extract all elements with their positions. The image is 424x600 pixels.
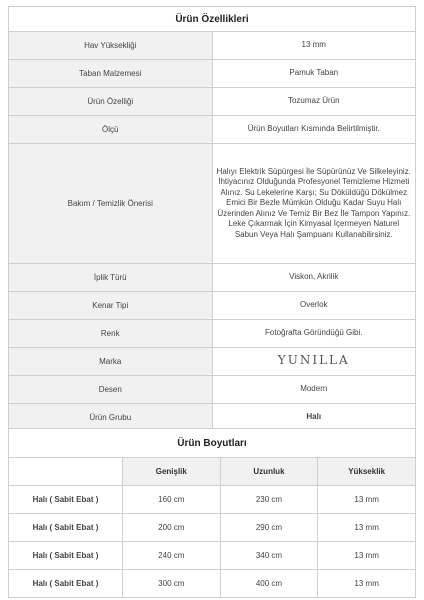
sizes-header-blank — [9, 458, 123, 486]
size-length: 400 cm — [220, 570, 318, 598]
size-row — [9, 486, 416, 514]
size-height: 13 mm — [318, 542, 416, 570]
spec-value: Halıyı Elektrik Süpürgesi İle Süpürünüz Ve Silkeleyiniz. İhtiyacınız Olduğunda Profesyonel Temizleme Hizmeti Alınız. Su Lekelerine Karşı; Su Döküldüğü Dökülmez Emici Bir Bezle Mümkün Olduğu Kadar Suyu Halı Üzerinden Alınız Ve Temiz Bir Bez İle Tampon Yapınız. Leke Çıkarmak İçin Kimyasal İçermeyen Naturel Sabun Veya Halı Şampuanı Kullanabilirsiniz. — [212, 144, 416, 264]
size-row-label: Halı ( Sabit Ebat ) — [9, 514, 123, 542]
product-specs-table — [8, 6, 416, 432]
spec-value: Ürün Boyutları Kısmında Belirtilmiştir. — [212, 116, 416, 144]
size-length: 340 cm — [220, 542, 318, 570]
size-row — [9, 542, 416, 570]
spec-row-edge-type — [9, 292, 416, 320]
size-row-label: Halı ( Sabit Ebat ) — [9, 570, 123, 598]
spec-label: İplik Türü — [9, 264, 213, 292]
specs-title: Ürün Özellikleri — [9, 7, 416, 32]
spec-value: Fotoğrafta Göründüğü Gibi. — [212, 320, 416, 348]
spec-row-yarn-type — [9, 264, 416, 292]
size-width: 300 cm — [122, 570, 220, 598]
product-sizes-table — [8, 428, 416, 598]
size-row-label: Halı ( Sabit Ebat ) — [9, 486, 123, 514]
size-length: 230 cm — [220, 486, 318, 514]
spec-value: 13 mm — [212, 32, 416, 60]
spec-label: Renk — [9, 320, 213, 348]
spec-row-base-material — [9, 60, 416, 88]
spec-row-brand — [9, 348, 416, 376]
size-width: 160 cm — [122, 486, 220, 514]
size-height: 13 mm — [318, 486, 416, 514]
size-width: 200 cm — [122, 514, 220, 542]
size-length: 290 cm — [220, 514, 318, 542]
spec-row-pile-height — [9, 32, 416, 60]
sizes-header-row — [9, 458, 416, 486]
sizes-header-length: Uzunluk — [220, 458, 318, 486]
sizes-header-width: Genişlik — [122, 458, 220, 486]
spec-label: Ürün Grubu — [9, 404, 213, 432]
spec-value: Modern — [212, 376, 416, 404]
spec-value: Halı — [212, 404, 416, 432]
spec-value: Tozumaz Ürün — [212, 88, 416, 116]
size-row-label: Halı ( Sabit Ebat ) — [9, 542, 123, 570]
spec-value: Overlok — [212, 292, 416, 320]
spec-value: Viskon, Akrilik — [212, 264, 416, 292]
spec-row-measure — [9, 116, 416, 144]
sizes-title: Ürün Boyutları — [9, 429, 416, 458]
size-width: 240 cm — [122, 542, 220, 570]
spec-label: Desen — [9, 376, 213, 404]
spec-row-color — [9, 320, 416, 348]
brand-logo: YUNILLA — [277, 353, 350, 368]
size-height: 13 mm — [318, 570, 416, 598]
spec-row-pattern — [9, 376, 416, 404]
size-row — [9, 570, 416, 598]
spec-label: Hav Yüksekliği — [9, 32, 213, 60]
spec-label: Ölçü — [9, 116, 213, 144]
size-height: 13 mm — [318, 514, 416, 542]
spec-label: Taban Malzemesi — [9, 60, 213, 88]
spec-label: Kenar Tipi — [9, 292, 213, 320]
spec-row-care — [9, 144, 416, 264]
spec-label: Ürün Özelliği — [9, 88, 213, 116]
spec-value: Pamuk Taban — [212, 60, 416, 88]
spec-label: Bakım / Temizlik Önerisi — [9, 144, 213, 264]
sizes-header-height: Yükseklik — [318, 458, 416, 486]
spec-label: Marka — [9, 348, 213, 376]
spec-value — [212, 348, 416, 376]
spec-row-feature — [9, 88, 416, 116]
size-row — [9, 514, 416, 542]
